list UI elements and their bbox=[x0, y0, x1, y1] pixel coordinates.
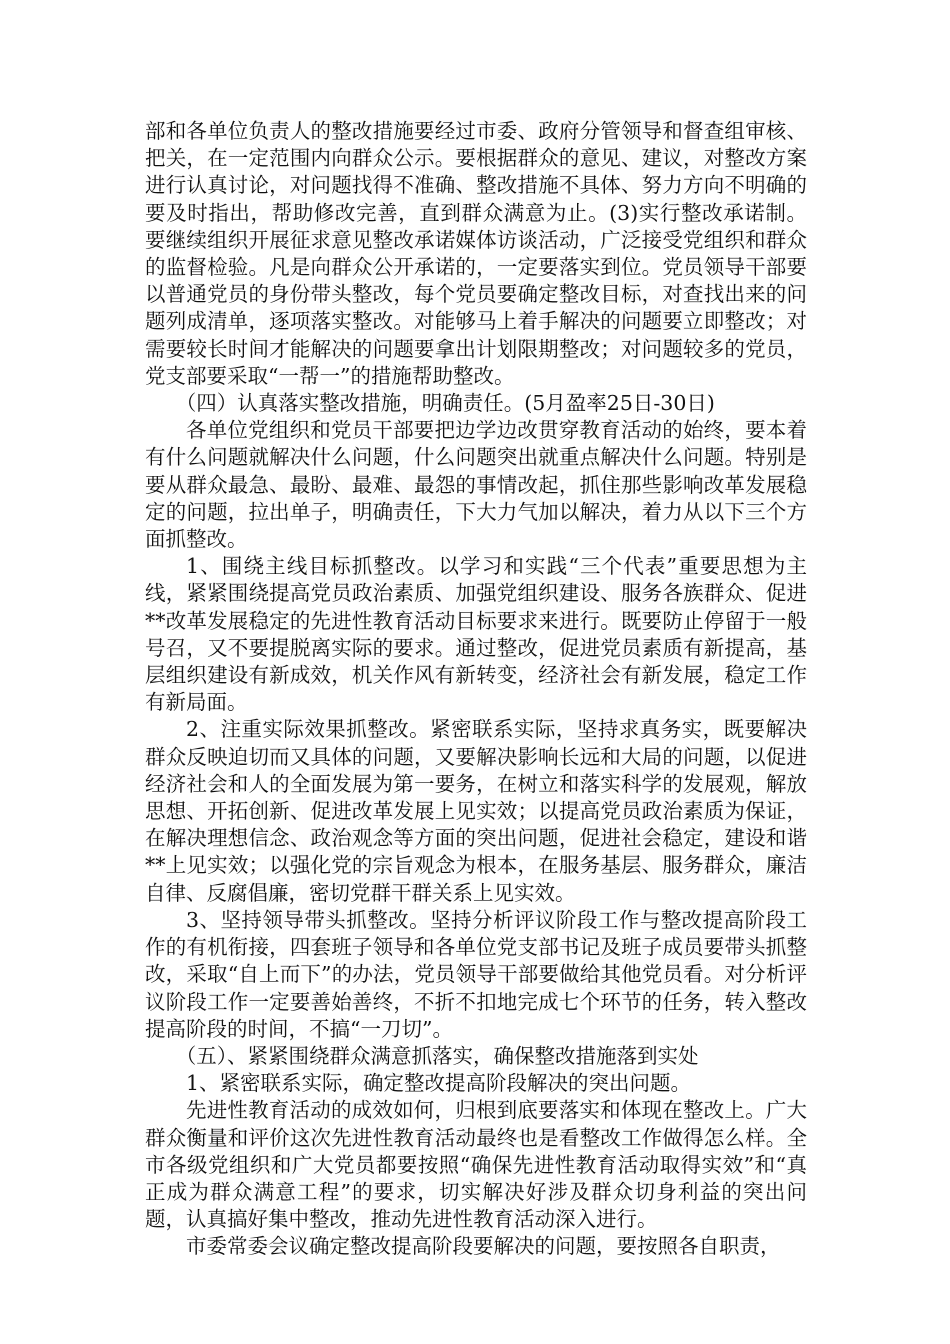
paragraph-standing-committee: 市委常委会议确定整改提高阶段要解决的问题，要按照各自职责， bbox=[186, 1234, 781, 1259]
paragraph-item-1-main-line: 1、围绕主线目标抓整改。以学习和实践“三个代表”重要思想为主线，紧紧围绕提高党员政治素质、加强党组织建设、服务各族群众、促进**改革发展稳定的先进性教育活动目标要求来进行。既要防止停留于一般号召，又不要提脱离实际的要求。通过整改，促进党员素质有新提高，基层组织建设有新成效，机关作风有新转变，经济社会有新发展，稳定工作有新局面。 bbox=[145, 554, 807, 715]
paragraph-effectiveness: 先进性教育活动的成效如何，归根到底要落实和体现在整改上。广大群众衡量和评价这次先进性教育活动最终也是看整改工作做得怎么样。全市各级党组织和广大党员都要按照“确保先进性教育活动取得实效”和“真正成为群众满意工程”的要求，切实解决好涉及群众切身利益的突出问题，认真搞好集中整改，推动先进性教育活动深入进行。 bbox=[145, 1098, 807, 1232]
paragraph-learn-and-correct: 各单位党组织和党员干部要把边学边改贯穿教育活动的始终，要本着有什么问题就解决什么问题，什么问题突出就重点解决什么问题。特别是要从群众最急、最盼、最难、最怨的事情改起，抓住那些影响改革发展稳定的问题，拉出单子，明确责任，下大力气加以解决，着力从以下三个方面抓整改。 bbox=[145, 418, 807, 552]
document-page bbox=[145, 118, 807, 1261]
paragraph-item-3-leadership: 3、坚持领导带头抓整改。坚持分析评议阶段工作与整改提高阶段工作的有机衔接，四套班子领导和各单位党支部书记及班子成员要带头抓整改，采取“自上而下”的办法，党员领导干部要做给其他党员看。对分析评议阶段工作一定要善始善终，不折不扣地完成七个环节的任务，转入整改提高阶段的时间，不搞“一刀切”。 bbox=[145, 907, 807, 1041]
section-heading-four: （四）认真落实整改措施，明确责任。(5月盈率25日-30日) bbox=[175, 391, 715, 416]
paragraph-rectification-review: 部和各单位负责人的整改措施要经过市委、政府分管领导和督查组审核、把关，在一定范围内向群众公示。要根据群众的意见、建议，对整改方案进行认真讨论，对问题找得不准确、整改措施不具体、努力方向不明确的要及时指出，帮助修改完善，直到群众满意为止。(3)实行整改承诺制。要继续组织开展征求意见整改承诺媒体访谈活动，广泛接受党组织和群众的监督检验。凡是向群众公开承诺的，一定要落实到位。党员领导干部要以普通党员的身份带头整改，每个党员要确定整改目标，对查找出来的问题列成清单，逐项落实整改。对能够马上着手解决的问题要立即整改；对需要较长时间才能解决的问题要拿出计划限期整改；对问题较多的党员，党支部要采取“一帮一”的措施帮助整改。 bbox=[145, 119, 807, 388]
paragraph-subheading-1: 1、紧密联系实际，确定整改提高阶段解决的突出问题。 bbox=[186, 1071, 692, 1096]
paragraph-item-2-practical-effect: 2、注重实际效果抓整改。紧密联系实际，坚持求真务实，既要解决群众反映迫切而又具体的问题，又要解决影响长远和大局的问题，以促进经济社会和人的全面发展为第一要务，在树立和落实科学的发展观，解放思想、开拓创新、促进改革发展上见实效；以提高党员政治素质为保证，在解决理想信念、政治观念等方面的突出问题，促进社会稳定，建设和谐**上见实效；以强化党的宗旨观念为根本，在服务基层、服务群众，廉洁自律、反腐倡廉，密切党群干群关系上见实效。 bbox=[145, 717, 807, 905]
section-heading-five: （五）、紧紧围绕群众满意抓落实，确保整改措施落到实处 bbox=[175, 1043, 699, 1068]
